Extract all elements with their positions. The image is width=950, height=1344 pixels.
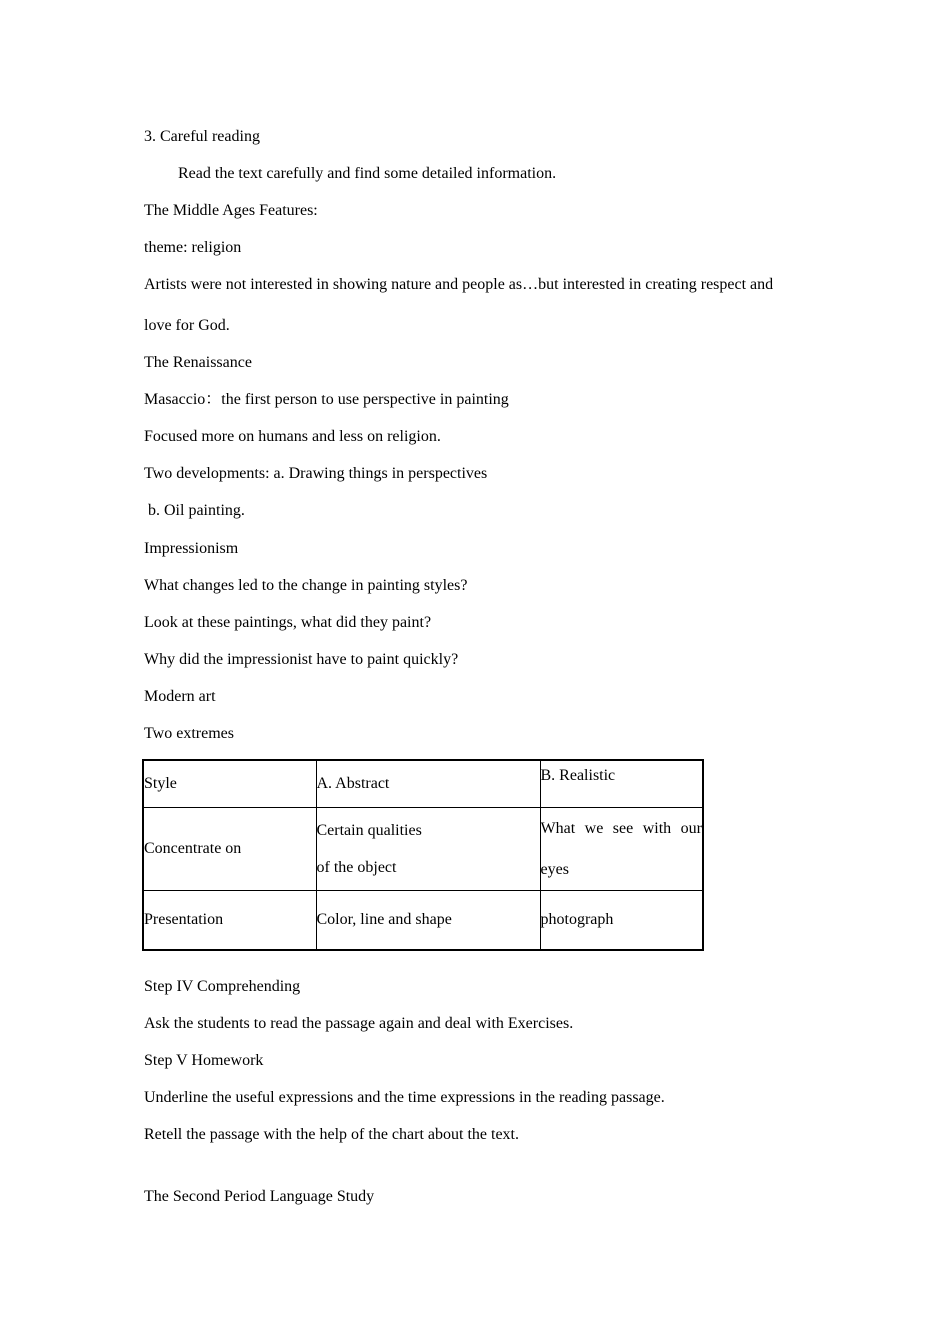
table-cell: B. Realistic bbox=[540, 760, 703, 807]
paragraph-line: b. Oil painting. bbox=[144, 502, 245, 519]
paragraph-line: The Middle Ages Features: bbox=[144, 202, 318, 219]
paragraph-line: The Renaissance bbox=[144, 354, 252, 371]
period-heading: The Second Period Language Study bbox=[144, 1188, 375, 1205]
paragraph-line: Two developments: a. Drawing things in perspectives bbox=[144, 465, 488, 482]
paragraph-line: theme: religion bbox=[144, 239, 242, 256]
table-row bbox=[143, 807, 703, 890]
cell-line: eyes bbox=[540, 860, 569, 878]
paragraph-line: Retell the passage with the help of the chart about the text. bbox=[144, 1126, 519, 1143]
table-row bbox=[143, 760, 703, 807]
table-cell: Color, line and shape bbox=[316, 890, 540, 950]
paragraph-line: Underline the useful expressions and the time expressions in the reading passage. bbox=[144, 1089, 665, 1106]
paragraph-line: Masaccio：the first person to use perspective in painting bbox=[144, 391, 509, 408]
paragraph-line: Artists were not interested in showing nature and people as…but interested in creating respect and bbox=[144, 276, 774, 293]
table-cell bbox=[540, 807, 703, 890]
paragraph-line: Focused more on humans and less on religion. bbox=[144, 428, 441, 445]
paragraph-line: Two extremes bbox=[144, 725, 234, 742]
table-cell: photograph bbox=[540, 890, 703, 950]
table-cell: A. Abstract bbox=[316, 760, 540, 807]
comparison-table bbox=[142, 759, 704, 951]
paragraph-line: Ask the students to read the passage again and deal with Exercises. bbox=[144, 1015, 574, 1032]
table-cell bbox=[316, 807, 540, 890]
table-cell: Presentation bbox=[143, 890, 316, 950]
instruction-text: Read the text carefully and find some detailed information. bbox=[178, 165, 557, 182]
paragraph-line: Look at these paintings, what did they paint? bbox=[144, 614, 432, 631]
step-heading: Step V Homework bbox=[144, 1052, 264, 1069]
cell-line: of the object bbox=[316, 858, 397, 876]
section-heading: 3. Careful reading bbox=[144, 128, 260, 145]
paragraph-line: What changes led to the change in painting styles? bbox=[144, 577, 468, 594]
cell-line: Certain qualities bbox=[316, 821, 422, 839]
table-row bbox=[143, 890, 703, 950]
table-cell: Style bbox=[143, 760, 316, 807]
cell-line: What we see with our bbox=[540, 819, 702, 837]
paragraph-line: Impressionism bbox=[144, 540, 239, 557]
step-heading: Step IV Comprehending bbox=[144, 978, 301, 995]
paragraph-line: love for God. bbox=[144, 317, 230, 334]
paragraph-line: Why did the impressionist have to paint quickly? bbox=[144, 651, 459, 668]
paragraph-line: Modern art bbox=[144, 688, 216, 705]
table-cell: Concentrate on bbox=[143, 807, 316, 890]
